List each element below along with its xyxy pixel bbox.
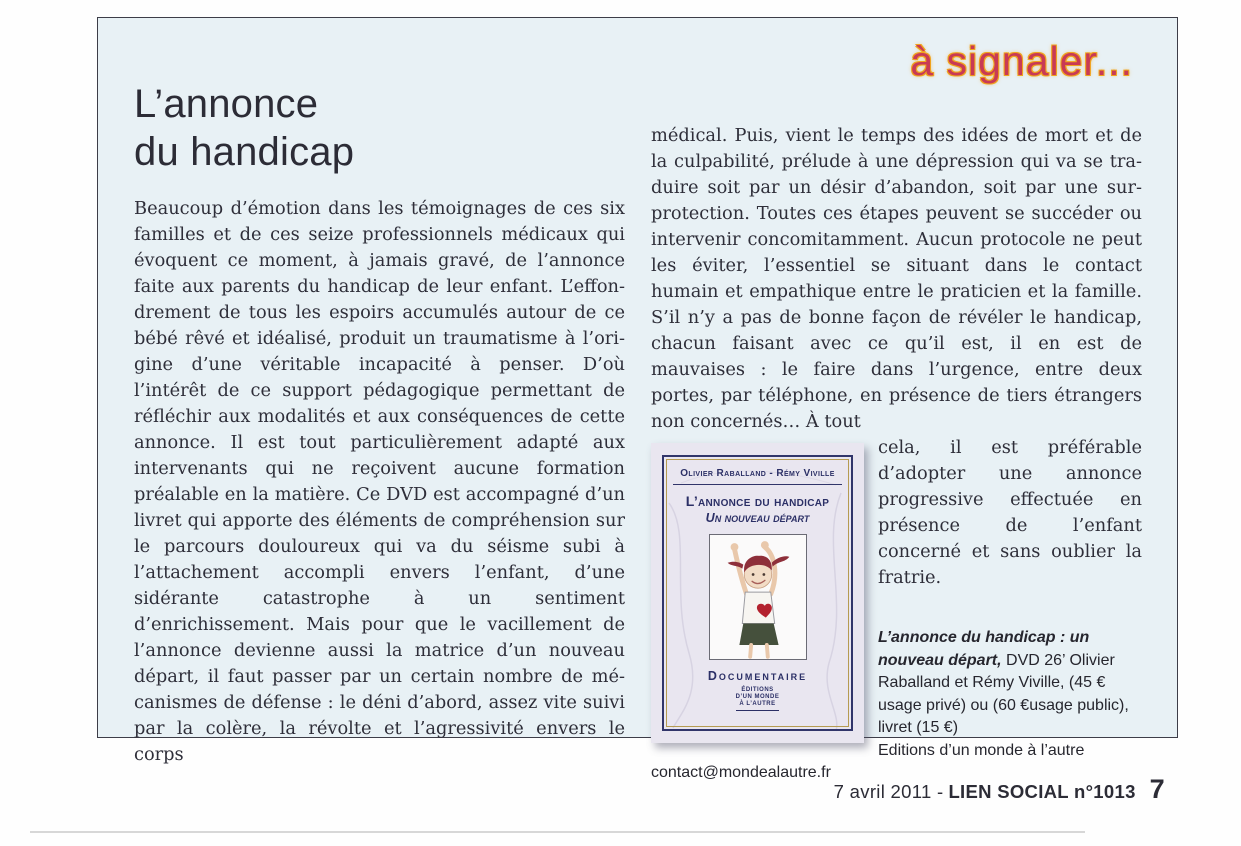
child-illustration [709, 534, 807, 660]
page-footer [834, 774, 1165, 805]
dvd-cover [651, 443, 864, 743]
publisher-logo [736, 687, 780, 711]
section-label: à signaler... [910, 38, 1133, 84]
article-text-left: Beaucoup d’émotion dans les témoignages de ces six familles et de ces seize professionnels médicaux qui évoquent ce moment, à jamais gravé, de l’annonce faite aux parents du handicap de leur enfant. L’effondrement de tous les espoirs accumulés autour de ce bébé rêvé et idéalisé, produit un traumatisme à l’origine d’une véritable incapacité à penser. D’où l’intérêt de ce support pédagogique permettant de réfléchir aux modalités et aux conséquences de cette annonce. Il est tout particulièrement adapté aux intervenants qui ne reçoivent aucune formation préalable en la matière. Ce DVD est accompagné d’un livret qui apporte des éléments de compréhension sur le parcours douloureux qui va du séisme subi à l’attachement accompli envers l’enfant, d’une sidérante catastrophe à un sentiment d’enrichissement. Mais pour que le vacillement de l’annonce devienne aussi la matrice d’un nouveau départ, il faut passer par un certain nombre de mécanismes de défense : le déni d’abord, assez vite suivi par la colère, la révolte et l’agressivité envers le corps [134, 198, 625, 765]
caption-publisher: Editions d’un monde à l’autre [878, 741, 1085, 759]
dvd-authors: Olivier Raballand - Rémy Viville [673, 468, 842, 485]
footer-journal: LIEN SOCIAL n°1013 [948, 781, 1136, 802]
article-title: L’annonce du handicap [134, 82, 355, 174]
dvd-subtitle: Un nouveau départ [705, 511, 810, 525]
cover-outer-frame [662, 455, 853, 731]
right-column [651, 18, 1142, 785]
footer-page-number: 7 [1149, 774, 1165, 804]
article-text-right-top: médical. Puis, vient le temps des idées de mort et de la culpabilité, prélude à une dépression qui va se traduire soit par un désir d’abandon, soit par une surprotection. Toutes ces étapes peuvent se succéder ou intervenir concomitamment. Aucun protocole ne peut les éviter, l’essentiel se situant dans le contact humain et empathique entre le praticien et la famille. S’il n’y a pas de bonne façon de révéler le handicap, chacun faisant avec ce qu’il est, il en est de mauvaises : le faire dans l’urgence, entre deux portes, par téléphone, en présence de tiers étrangers non concernés… À tout [651, 125, 1142, 432]
dvd-genre: Documentaire [707, 669, 808, 683]
dvd-title: L’annonce du handicap [685, 493, 830, 509]
left-column [134, 18, 625, 785]
article-text-right-wrap: cela, il est préférable d’adopter une annonce progressive effectuée en présence de l’enfant concerné et sans oublier la fratrie. [878, 437, 1142, 588]
footer-date: 7 avril 2011 - [833, 781, 944, 802]
caption-contact: contact@mondealautre.fr [651, 764, 831, 781]
caption-details: DVD 26’ Olivier Raballand et Rémy Viville, (45 € usage privé) ou (60 €usage public), livret (15 €) [878, 651, 1129, 736]
cover-inner-frame [666, 459, 849, 727]
publisher-line: À L’AUTRE [739, 701, 776, 707]
publisher-line: ÉDITIONS [741, 687, 774, 693]
article-columns [134, 18, 1142, 785]
publisher-line: D’UN MONDE [735, 694, 780, 700]
scan-edge-artifact [30, 831, 1085, 833]
article-panel [97, 17, 1178, 781]
caption-title: L’annonce du handicap : un nouveau départ, [878, 629, 1090, 669]
